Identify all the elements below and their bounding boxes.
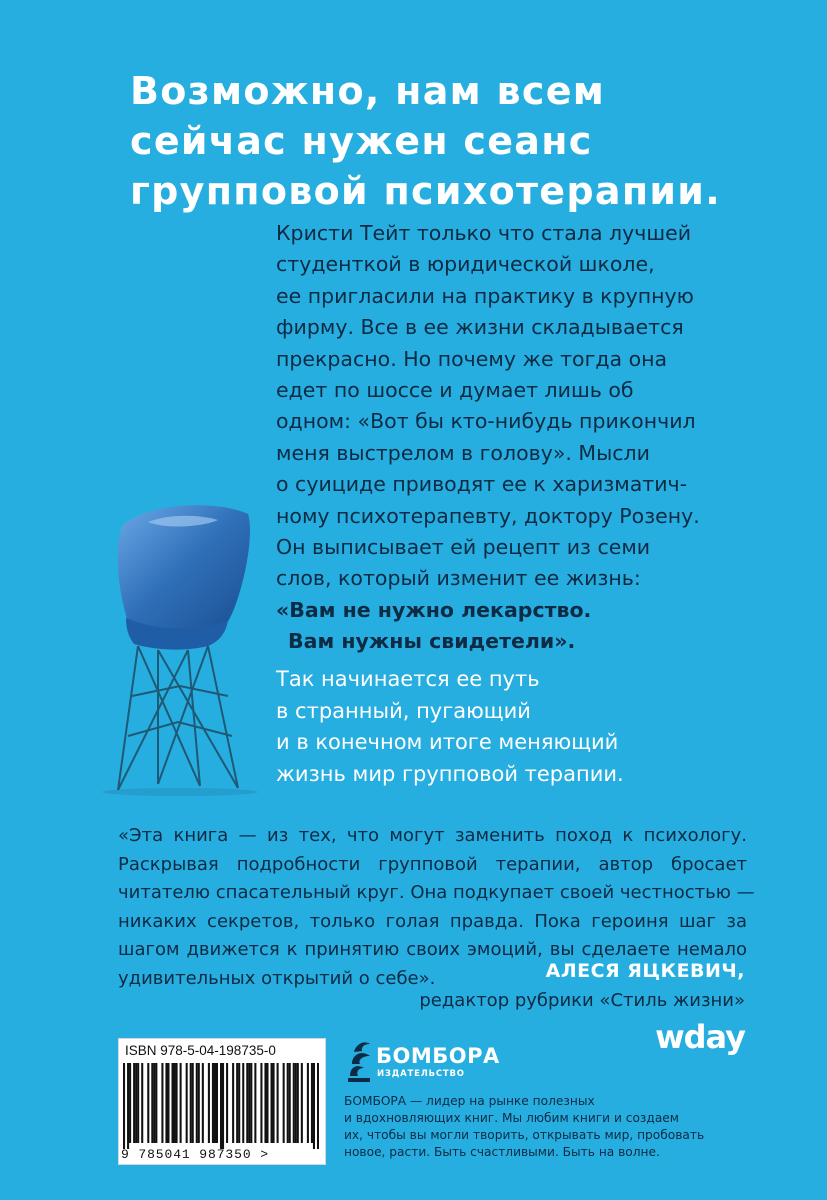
barcode-bar [174, 1063, 176, 1143]
barcode-bar [260, 1063, 262, 1143]
synopsis-line: меня выстрелом в голову». Мысли [276, 440, 650, 465]
barcode-bar [192, 1063, 194, 1143]
blue-chair-illustration [88, 500, 272, 800]
barcode-bar [161, 1063, 163, 1143]
barcode-bar [135, 1063, 137, 1143]
highlight-line: и в конечном итоге меняющий [276, 730, 619, 754]
barcode-bar [133, 1063, 135, 1143]
publisher-description-line: их, чтобы вы могли творить, открывать мир, пробовать [344, 1128, 705, 1142]
quote-line: удивительных открытий о себе». [118, 967, 436, 989]
quote-line: никаких секретов, только голая правда. Пока героиня шаг за [118, 910, 747, 932]
barcode-bar [176, 1063, 178, 1143]
publisher-name: БОМБОРА [376, 1044, 500, 1068]
headline-line: Возможно, нам всем [130, 69, 606, 113]
quote-line: читателю спасательный круг. Она подкупает своей честностью — [118, 882, 755, 904]
barcode-bar [129, 1063, 131, 1143]
prescription-quote-line: «Вам не нужно лекарство. [276, 597, 592, 622]
barcode-bar [220, 1063, 222, 1149]
publisher-description-line: и вдохновляющих книг. Мы любим книги и создаем [344, 1111, 679, 1125]
barcode-bar [171, 1063, 173, 1143]
barcode-bar [222, 1063, 224, 1149]
quote-author: АЛЕСЯ ЯЦКЕВИЧ, [545, 960, 745, 982]
barcode-bar [277, 1063, 279, 1143]
quote-line: «Эта книга — из тех, что могут заменить поход к психологу. [118, 825, 747, 846]
barcode-bar [123, 1063, 125, 1149]
barcode-bar [165, 1063, 167, 1143]
barcode-bar [198, 1063, 200, 1143]
publisher-description-line: БОМБОРА — лидер на рынке полезных [344, 1094, 595, 1108]
barcode-bar [248, 1063, 250, 1143]
headline [130, 66, 770, 216]
barcode-bar [226, 1063, 228, 1143]
synopsis-line: фирму. Все в ее жизни складывается [276, 315, 684, 340]
publisher-subtitle: ИЗДАТЕЛЬСТВО [377, 1069, 465, 1079]
barcode-bar [246, 1063, 248, 1143]
barcode-bar [137, 1063, 139, 1143]
barcode-bar [186, 1063, 188, 1143]
barcode-bar [212, 1063, 214, 1143]
barcode-bar [127, 1063, 129, 1149]
barcode-icon [123, 1063, 319, 1149]
synopsis-line: прекрасно. Но почему же тогда она [276, 346, 668, 371]
barcode-bar [266, 1063, 268, 1143]
barcode-bar [311, 1063, 313, 1143]
barcode-bar [167, 1063, 169, 1143]
barcode-bar [293, 1063, 295, 1143]
barcode-bar [238, 1063, 240, 1143]
synopsis-line: ному психотерапевту, доктору Розену. [276, 503, 700, 528]
barcode-bar [155, 1063, 157, 1143]
barcode-bar [232, 1063, 234, 1143]
synopsis-line: студенткой в юридической школе, [276, 252, 655, 277]
highlight-line: жизнь мир групповой терапии. [276, 761, 624, 786]
synopsis-line: Кристи Тейт только что стала лучшей [276, 221, 692, 245]
synopsis-line: едет по шоссе и думает лишь об [276, 378, 634, 403]
headline-line: групповой психотерапии. [130, 169, 721, 213]
barcode-bar [216, 1063, 218, 1143]
barcode-bar [214, 1063, 216, 1143]
barcode-bar [180, 1063, 182, 1143]
barcode-bar [254, 1063, 256, 1143]
barcode-bar [242, 1063, 244, 1143]
wday-logo: wday [655, 1018, 745, 1056]
publisher-logo [344, 1038, 504, 1088]
barcode-bar [301, 1063, 303, 1143]
barcode-bar [273, 1063, 275, 1143]
isbn-label: ISBN 978-5-04-198735-0 [125, 1043, 276, 1058]
highlight-line: в странный, пугающий [276, 698, 531, 723]
barcode-bar [250, 1063, 252, 1143]
barcode-bar [236, 1063, 238, 1143]
barcode-bar [307, 1063, 309, 1143]
barcode-bar [147, 1063, 149, 1143]
barcode-bar [151, 1063, 153, 1143]
publisher-description [344, 1093, 705, 1161]
barcode-bar [190, 1063, 192, 1143]
synopsis [276, 218, 776, 658]
barcode-bar [153, 1063, 155, 1143]
synopsis-line: одном: «Вот бы кто-нибудь прикончил [276, 409, 696, 434]
isbn-barcode-box [118, 1038, 326, 1165]
highlight-line: Так начинается ее путь [276, 667, 540, 691]
publisher-description-line: новое, расти. Быть счастливыми. Быть на волне. [344, 1145, 660, 1159]
barcode-bar [141, 1063, 143, 1143]
barcode-bar [297, 1063, 299, 1143]
barcode-bar [202, 1063, 204, 1143]
barcode-bar [313, 1063, 315, 1149]
synopsis-line: Он выписывает ей рецепт из семи [276, 535, 651, 560]
synopsis-line: ее пригласили на практику в крупную [276, 283, 694, 308]
barcode-bar [287, 1063, 289, 1143]
barcode-bar [264, 1063, 266, 1143]
barcode-bar [283, 1063, 285, 1143]
highlight-paragraph [276, 664, 776, 790]
barcode-bar [295, 1063, 297, 1143]
prescription-quote-line: Вам нужны свидетели». [288, 629, 576, 654]
barcode-bar [271, 1063, 273, 1143]
barcode-digits: 9 785041 987350 > [121, 1147, 269, 1162]
synopsis-line: о суициде приводят ее к харизматич- [276, 472, 688, 497]
bombora-wave-icon [344, 1038, 374, 1084]
barcode-bar [208, 1063, 210, 1143]
barcode-bar [196, 1063, 198, 1143]
barcode-bar [289, 1063, 291, 1143]
synopsis-line: слов, который изменит ее жизнь: [276, 566, 641, 591]
quote-line: шагом движется к принятию своих эмоций, вы сделаете немало [118, 939, 747, 961]
quote-line: Раскрывая подробности групповой терапии, автор бросает [118, 853, 747, 875]
barcode-bar [317, 1063, 319, 1149]
quote-author-role: редактор рубрики «Стиль жизни» [419, 990, 745, 1011]
headline-line: сейчас нужен сеанс [130, 119, 593, 163]
